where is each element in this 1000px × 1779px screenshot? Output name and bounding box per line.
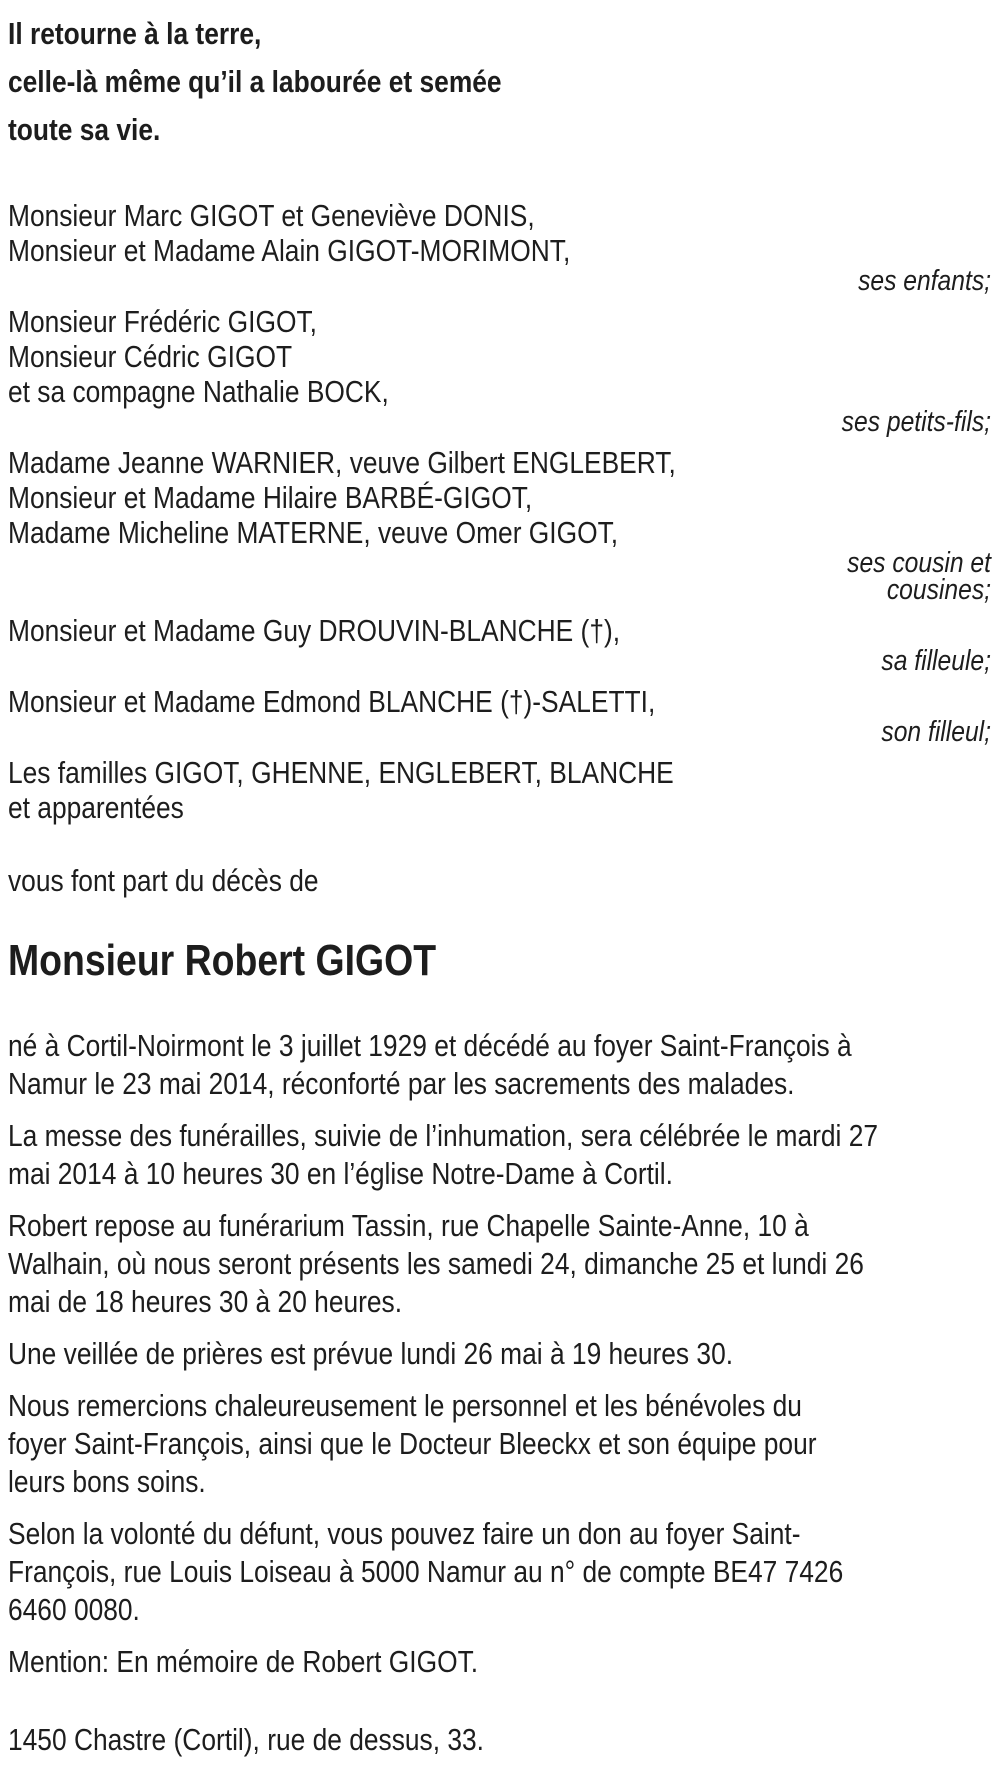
family-name-line: et apparentées: [8, 790, 184, 825]
body-line: Robert repose au funérarium Tassin, rue Chapelle Sainte-Anne, 10 à: [8, 1208, 809, 1243]
family-group-goddaughter: [8, 613, 1000, 675]
family-name-line: Madame Jeanne WARNIER, veuve Gilbert ENGLEBERT,: [8, 445, 676, 480]
body-line: mai de 18 heures 30 à 20 heures.: [8, 1284, 403, 1319]
body-line: leurs bons soins.: [8, 1464, 206, 1499]
family-group-children: [8, 198, 1000, 295]
body-line: François, rue Louis Loiseau à 5000 Namur au n° de compte BE47 7426: [8, 1554, 844, 1589]
family-name-line: Madame Micheline MATERNE, veuve Omer GIGOT,: [8, 515, 619, 550]
family-name-line: Monsieur et Madame Guy DROUVIN-BLANCHE (†),: [8, 613, 621, 648]
relation-label: ses enfants;: [858, 265, 991, 297]
family-list: [8, 198, 1000, 825]
body-line: Nous remercions chaleureusement le personnel et les bénévoles du: [8, 1388, 802, 1423]
relation-label: sa filleule;: [881, 645, 991, 677]
family-group-cousins: [8, 445, 1000, 604]
epigraph-line: toute sa vie.: [8, 112, 161, 147]
paragraph-donation: [8, 1515, 1000, 1629]
body-line: foyer Saint-François, ainsi que le Docteur Bleeckx et son équipe pour: [8, 1426, 817, 1461]
relation-label: son filleul;: [881, 716, 991, 748]
body-line: Une veillée de prières est prévue lundi 26 mai à 19 heures 30.: [8, 1336, 734, 1371]
relation-label: cousines;: [886, 574, 991, 606]
deceased-name: Monsieur Robert GIGOT: [8, 936, 437, 985]
family-name-line: Les familles GIGOT, GHENNE, ENGLEBERT, BLANCHE: [8, 755, 674, 790]
announcement-intro: vous font part du décès de: [8, 863, 319, 898]
body-line: Namur le 23 mai 2014, réconforté par les sacrements des malades.: [8, 1066, 795, 1101]
paragraph-funerarium: [8, 1207, 1000, 1321]
family-name-line: Monsieur Cédric GIGOT: [8, 339, 293, 374]
paragraph-thanks: [8, 1387, 1000, 1501]
family-name-line: Monsieur Frédéric GIGOT,: [8, 304, 317, 339]
body-line: Selon la volonté du défunt, vous pouvez faire un don au foyer Saint-: [8, 1516, 801, 1551]
home-address: 1450 Chastre (Cortil), rue de dessus, 33.: [8, 1722, 484, 1757]
body-line: mai 2014 à 10 heures 30 en l’église Notre-Dame à Cortil.: [8, 1156, 673, 1191]
notice-body: [8, 1027, 1000, 1681]
family-group-grandsons: [8, 304, 1000, 436]
family-group-families: [8, 755, 1000, 825]
paragraph-funeral-mass: [8, 1117, 1000, 1193]
body-line: né à Cortil-Noirmont le 3 juillet 1929 et décédé au foyer Saint-François à: [8, 1028, 852, 1063]
body-line: Mention: En mémoire de Robert GIGOT.: [8, 1644, 479, 1679]
paragraph-vigil: [8, 1335, 1000, 1373]
relation-label: ses petits-fils;: [841, 406, 991, 438]
body-line: La messe des funérailles, suivie de l’inhumation, sera célébrée le mardi 27: [8, 1118, 879, 1153]
relation-label: ses cousin et: [847, 547, 991, 579]
family-name-line: Monsieur et Madame Alain GIGOT-MORIMONT,: [8, 233, 571, 268]
family-name-line: Monsieur et Madame Hilaire BARBÉ-GIGOT,: [8, 480, 533, 515]
epigraph-line: celle-là même qu’il a labourée et semée: [8, 64, 502, 99]
family-name-line: Monsieur et Madame Edmond BLANCHE (†)-SALETTI,: [8, 684, 656, 719]
body-line: 6460 0080.: [8, 1592, 140, 1627]
epigraph-line: Il retourne à la terre,: [8, 16, 262, 51]
paragraph-mention: [8, 1643, 1000, 1681]
family-name-line: Monsieur Marc GIGOT et Geneviève DONIS,: [8, 198, 535, 233]
family-group-godson: [8, 684, 1000, 746]
body-line: Walhain, où nous seront présents les samedi 24, dimanche 25 et lundi 26: [8, 1246, 864, 1281]
family-name-line: et sa compagne Nathalie BOCK,: [8, 374, 389, 409]
paragraph-birth-death: [8, 1027, 1000, 1103]
epigraph: [8, 10, 1000, 154]
